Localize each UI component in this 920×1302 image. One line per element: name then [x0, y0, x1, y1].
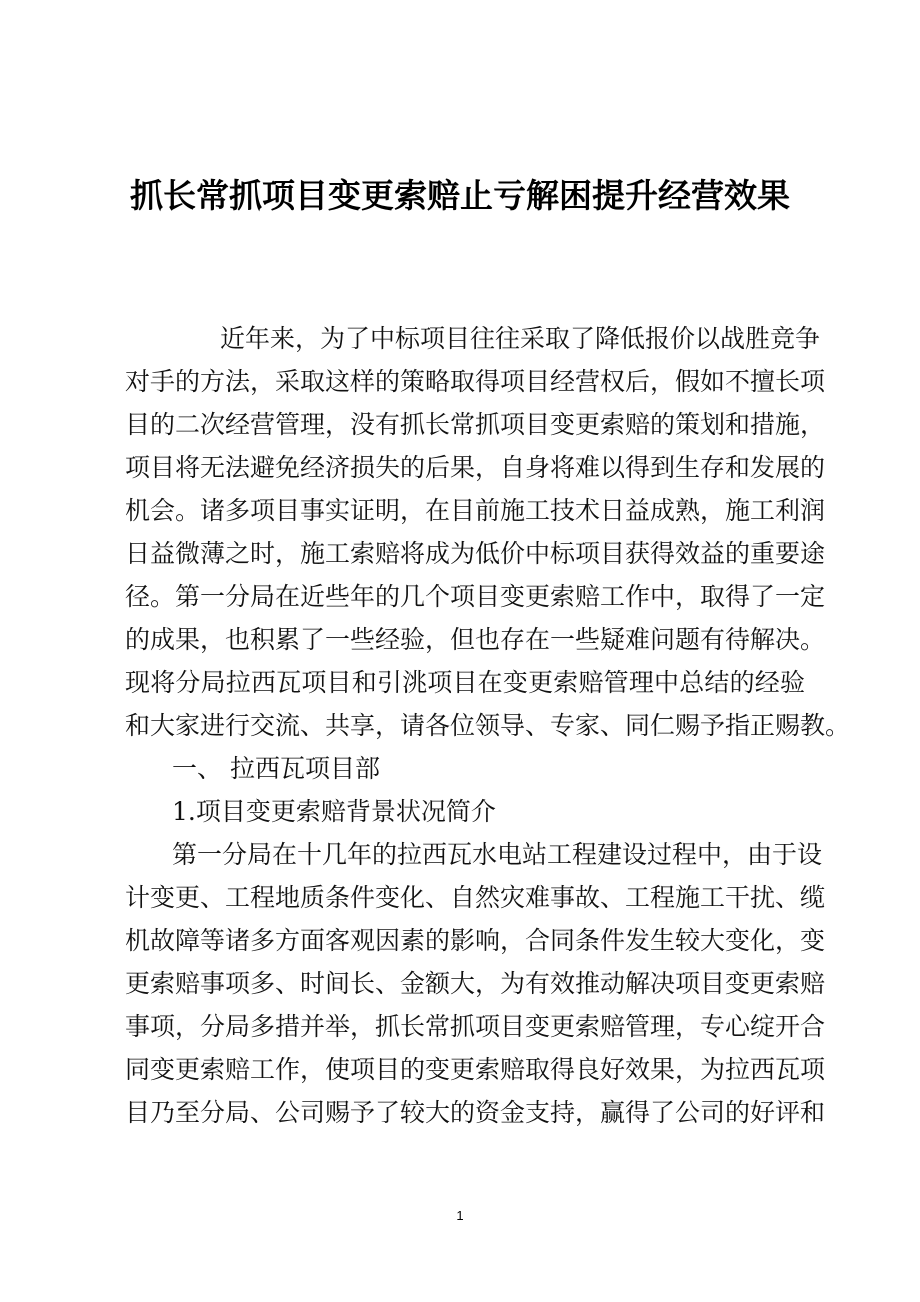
- paragraph-line: 目的二次经营管理，没有抓长常抓项目变更索赔的策划和措施，: [125, 410, 826, 439]
- paragraph-line: 更索赔事项多、时间长、金额大，为有效推动解决项目变更索赔: [125, 969, 826, 998]
- page-number: 1: [456, 1208, 464, 1223]
- document-title: 抓长常抓项目变更索赔止亏解困提升经营效果: [130, 176, 790, 215]
- paragraph-line: 机会。诸多项目事实证明，在目前施工技术日益成熟，施工利润: [125, 496, 826, 525]
- paragraph-line: 机故障等诸多方面客观因素的影响，合同条件发生较大变化，变: [125, 926, 826, 955]
- paragraph-line: 现将分局拉西瓦项目和引洮项目在变更索赔管理中总结的经验: [125, 668, 805, 697]
- paragraph-line: 目乃至分局、公司赐予了较大的资金支持，赢得了公司的好评和: [125, 1098, 826, 1127]
- paragraph-line: 计变更、工程地质条件变化、自然灾难事故、工程施工干扰、缆: [125, 883, 826, 912]
- paragraph-line: 的成果，也积累了一些经验，但也存在一些疑难问题有待解决。: [125, 625, 826, 654]
- paragraph-line: 和大家进行交流、共享，请各位领导、专家、同仁赐予指正赐教。: [125, 711, 851, 740]
- section-heading: 一、 拉西瓦项目部: [172, 754, 380, 783]
- paragraph-line: 日益微薄之时，施工索赔将成为低价中标项目获得效益的重要途: [125, 539, 826, 568]
- paragraph-line: 同变更索赔工作，使项目的变更索赔取得良好效果，为拉西瓦项: [125, 1055, 826, 1084]
- paragraph-line: 事项，分局多措并举，抓长常抓项目变更索赔管理，专心绽开合: [125, 1012, 826, 1041]
- paragraph-line: 第一分局在十几年的拉西瓦水电站工程建设过程中，由于设: [172, 840, 823, 869]
- paragraph-line: 项目将无法避免经济损失的后果，自身将难以得到生存和发展的: [125, 453, 826, 482]
- paragraph-line: 径。第一分局在近些年的几个项目变更索赔工作中，取得了一定: [125, 582, 826, 611]
- paragraph-line: 近年来，为了中标项目往往采取了降低报价以战胜竞争: [220, 324, 821, 353]
- subsection-heading: 1.项目变更索赔背景状况简介: [172, 797, 496, 826]
- paragraph-line: 对手的方法，采取这样的策略取得项目经营权后，假如不擅长项: [125, 367, 826, 396]
